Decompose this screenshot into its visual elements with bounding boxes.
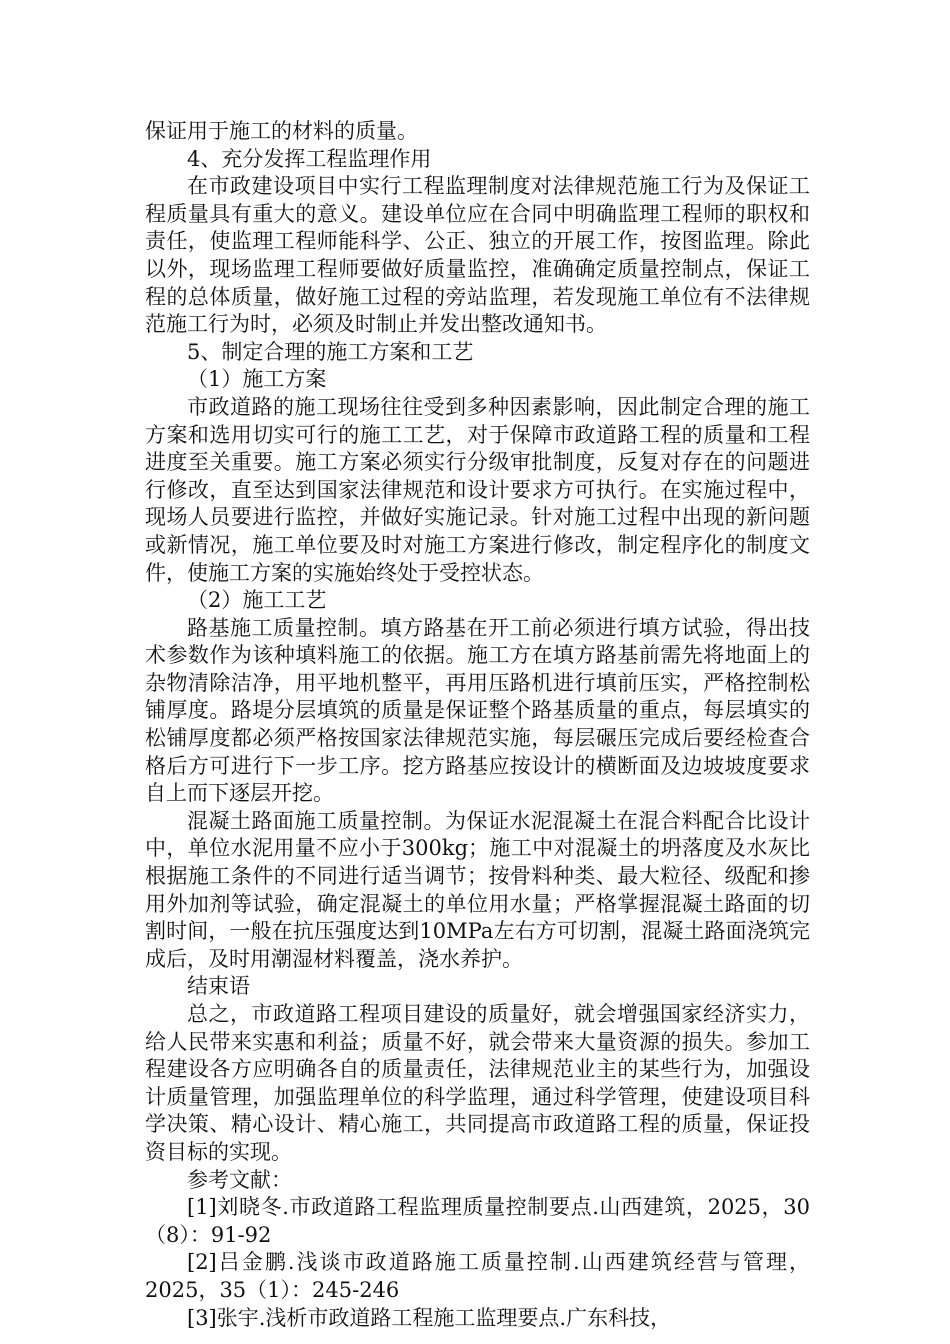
heading-conclusion: 结束语 [187,974,250,999]
heading-references: 参考文献： [187,1167,292,1192]
reference-item: [3]张宇.浅析市政道路工程施工监理要点.广东科技， [187,1305,672,1330]
paragraph-plan: 市政道路的施工现场往往受到多种因素影响，因此制定合理的施工方案和选用切实可行的施工工艺，对于保障市政道路工程的质量和工程进度至关重要。施工方案必须实行分级审批制度，反复对存在的问题进行修改，直至达到国家法律规范和设计要求方可执行。在实施过程中，现场人员要进行监控，并做好实施记录。针对施工过程中出现的新问题或新情况，施工单位要及时对施工方案进行修改，制定程序化的制度文件，使施工方案的实施始终处于受控状态。 [145,394,810,585]
subheading-plan: （1）施工方案 [187,367,327,392]
paragraph-concrete: 混凝土路面施工质量控制。为保证水泥混凝土在混合料配合比设计中，单位水泥用量不应小于300kg；施工中对混凝土的坍落度及水灰比根据施工条件的不同进行适当调节；按骨料种类、最大粒径、级配和掺用外加剂等试验，确定混凝土的单位用水量；严格掌握混凝土路面的切割时间，一般在抗压强度达到10MPa左右方可切割，混凝土路面浇筑完成后，及时用潮湿材料覆盖，浇水养护。 [145,808,810,971]
heading-supervision: 4、充分发挥工程监理作用 [187,146,432,171]
document-body [145,118,810,1332]
paragraph-materials-end: 保证用于施工的材料的质量。 [145,119,418,143]
subheading-process: （2）施工工艺 [187,588,327,613]
paragraph-supervision: 在市政建设项目中实行工程监理制度对法律规范施工行为及保证工程质量具有重大的意义。建设单位应在合同中明确监理工程师的职权和责任，使监理工程师能科学、公正、独立的开展工作，按图监理。除此以外，现场监理工程师要做好质量监控，准确确定质量控制点，保证工程的总体质量，做好施工过程的旁站监理，若发现施工单位有不法律规范施工行为时，必须及时制止并发出整改通知书。 [145,174,810,337]
heading-construction-plan: 5、制定合理的施工方案和工艺 [187,339,474,364]
paragraph-roadbed: 路基施工质量控制。填方路基在开工前必须进行填方试验，得出技术参数作为该种填料施工的依据。施工方在填方路基前需先将地面上的杂物清除洁净，用平地机整平，再用压路机进行填前压实，严格控制松铺厚度。路堤分层填筑的质量是保证整个路基质量的重点，每层填实的松铺厚度都必须严格按国家法律规范实施，每层碾压完成后要经检查合格后方可进行下一步工序。挖方路基应按设计的横断面及边坡坡度要求自上而下逐层开挖。 [145,615,810,806]
reference-item: [1]刘晓冬.市政道路工程监理质量控制要点.山西建筑，2025，30（8）：91-92 [145,1195,810,1247]
reference-item: [2]吕金鹏.浅谈市政道路施工质量控制.山西建筑经营与管理，2025，35（1）：245-246 [145,1250,810,1302]
paragraph-conclusion: 总之，市政道路工程项目建设的质量好，就会增强国家经济实力，给人民带来实惠和利益；质量不好，就会带来大量资源的损失。参加工程建设各方应明确各自的质量责任，法律规范业主的某些行为，加强设计质量管理，加强监理单位的科学监理，通过科学管理，使建设项目科学决策、精心设计、精心施工，共同提高市政道路工程的质量，保证投资目标的实现。 [145,1002,810,1164]
